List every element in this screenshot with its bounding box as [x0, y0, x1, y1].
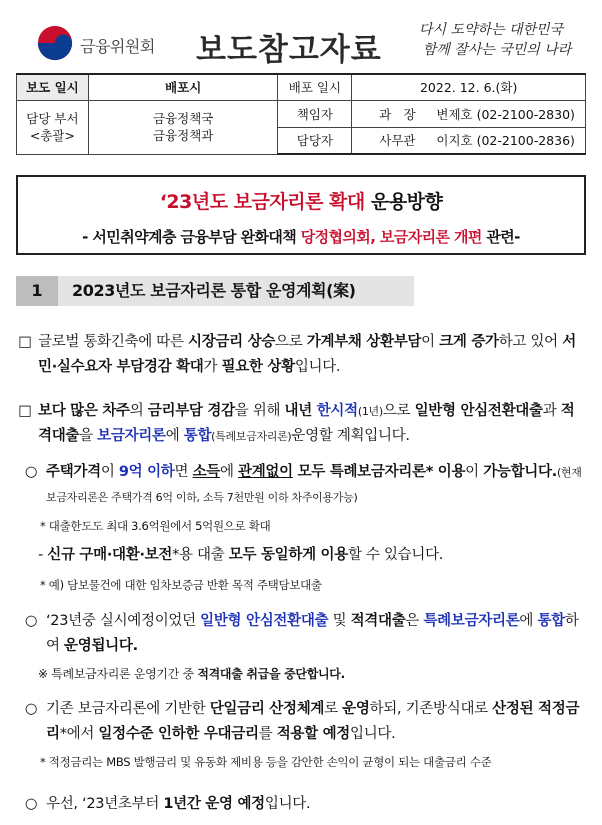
department-label: 담당 부서	[26, 111, 79, 126]
headline-box	[16, 175, 586, 255]
sub-item-1: - 신규 구매·대환·보전*용 대출 모두 동일하게 이용할 수 있습니다.	[38, 547, 444, 563]
manager-title: 과 장	[379, 106, 416, 122]
paragraph-2	[16, 399, 586, 449]
slogan-line-1: 다시 도약하는 대한민국	[418, 22, 564, 38]
paragraph-1	[16, 330, 586, 380]
circle-bullet-icon: ○	[24, 701, 38, 717]
release-time-label: 보도 일시	[17, 74, 89, 100]
staff-label: 담당자	[278, 127, 352, 154]
press-info-table	[16, 73, 586, 155]
bullet-4	[22, 792, 584, 817]
manager-contact-cell	[352, 100, 586, 127]
circle-bullet-icon: ○	[24, 796, 38, 812]
manager-contact: 변제호 (02-2100-2830)	[436, 106, 575, 122]
bullet-3	[22, 697, 584, 747]
department-names-cell	[88, 100, 278, 154]
staff-contact-cell	[352, 127, 586, 154]
square-bullet-icon: □	[18, 403, 32, 419]
section-title: 2023년도 보금자리론 통합 운영계획(案)	[72, 281, 356, 300]
circle-bullet-icon: ○	[24, 613, 38, 629]
bullet-2-text: ‘23년중 실시예정이었던 일반형 안심전환대출 및 적격대출은 특례보금자리론에 통합하여 운영됩니다.	[46, 613, 579, 654]
headline	[18, 187, 584, 214]
distribute-time-value: 2022. 12. 6.(화)	[352, 74, 586, 100]
department-division: 금융정책과	[152, 128, 214, 143]
subheadline	[18, 226, 584, 247]
note-4: * 적정금리는 MBS 발행금리 및 유동화 제비용 등을 감안한 손익이 균형이 되는 대출금리 수준	[40, 755, 492, 769]
bullet-1	[22, 460, 584, 510]
note-3: ※ 특례보금자리론 운영기간 중 적격대출 취급을 중단합니다.	[38, 667, 345, 681]
section-header	[16, 276, 414, 306]
headline-highlight: ‘23년도 보금자리론 확대	[159, 191, 365, 213]
staff-title: 사무관	[379, 133, 416, 149]
distribute-time-label: 배포 일시	[278, 74, 352, 100]
agency-name: 금융위원회	[80, 37, 155, 56]
staff-contact: 이지호 (02-2100-2836)	[436, 133, 575, 149]
subheadline-highlight: 당정협의회, 보금자리론 개편	[300, 228, 482, 246]
government-slogan	[410, 20, 572, 60]
square-bullet-icon: □	[18, 334, 32, 350]
release-time-value: 배포시	[88, 74, 278, 100]
bullet-3-text: 기존 보금자리론에 기반한 단일금리 산정체계로 운영하되, 기존방식대로 산정된 적정금리*에서 일정수준 인하한 우대금리를 적용할 예정입니다.	[46, 701, 580, 742]
bullet-4-text: 우선, ‘23년초부터 1년간 운영 예정입니다.	[46, 796, 311, 812]
note-2: * 예) 담보물건에 대한 임차보증금 반환 목적 주택담보대출	[40, 578, 322, 592]
paragraph-2-text: 보다 많은 차주의 금리부담 경감을 위해 내년 한시적(1년)으로 일반형 안심전환대출과 적격대출을 보금자리론에 통합(특례보금자리론)운영할 계획입니다.	[38, 403, 575, 444]
press-header	[16, 12, 586, 66]
paragraph-1-text: 글로벌 통화긴축에 따른 시장금리 상승으로 가계부채 상환부담이 크게 증가하고 있어 서민·실수요자 부담경감 확대가 필요한 상황입니다.	[38, 334, 576, 375]
document-type-title: 보도참고자료	[196, 32, 382, 68]
slogan-line-2: 함께 잘사는 국민의 나라	[422, 42, 572, 58]
bullet-1-text: 주택가격이 9억 이하면 소득에 관계없이 모두 특례보금자리론* 이용이 가능합니다.(현재 보금자리론은 주택가격 6억 이하, 소득 7천만원 이하 차주이용가능)	[46, 464, 582, 504]
department-bureau: 금융정책국	[152, 111, 214, 126]
note-1: * 대출한도도 최대 3.6억원에서 5억원으로 확대	[40, 519, 271, 533]
department-label-cell	[17, 100, 89, 154]
circle-bullet-icon: ○	[24, 464, 38, 480]
subheadline-part-1: - 서민취약계층 금융부담 완화대책	[82, 228, 301, 246]
manager-label: 책임자	[278, 100, 352, 127]
korea-taegeuk-logo-icon	[36, 24, 74, 62]
bullet-2	[22, 609, 584, 659]
section-number: 1	[16, 276, 58, 306]
subheadline-part-2: 관련-	[481, 228, 520, 246]
headline-rest: 운용방향	[364, 191, 443, 213]
department-sub-label: <총괄>	[29, 128, 75, 143]
